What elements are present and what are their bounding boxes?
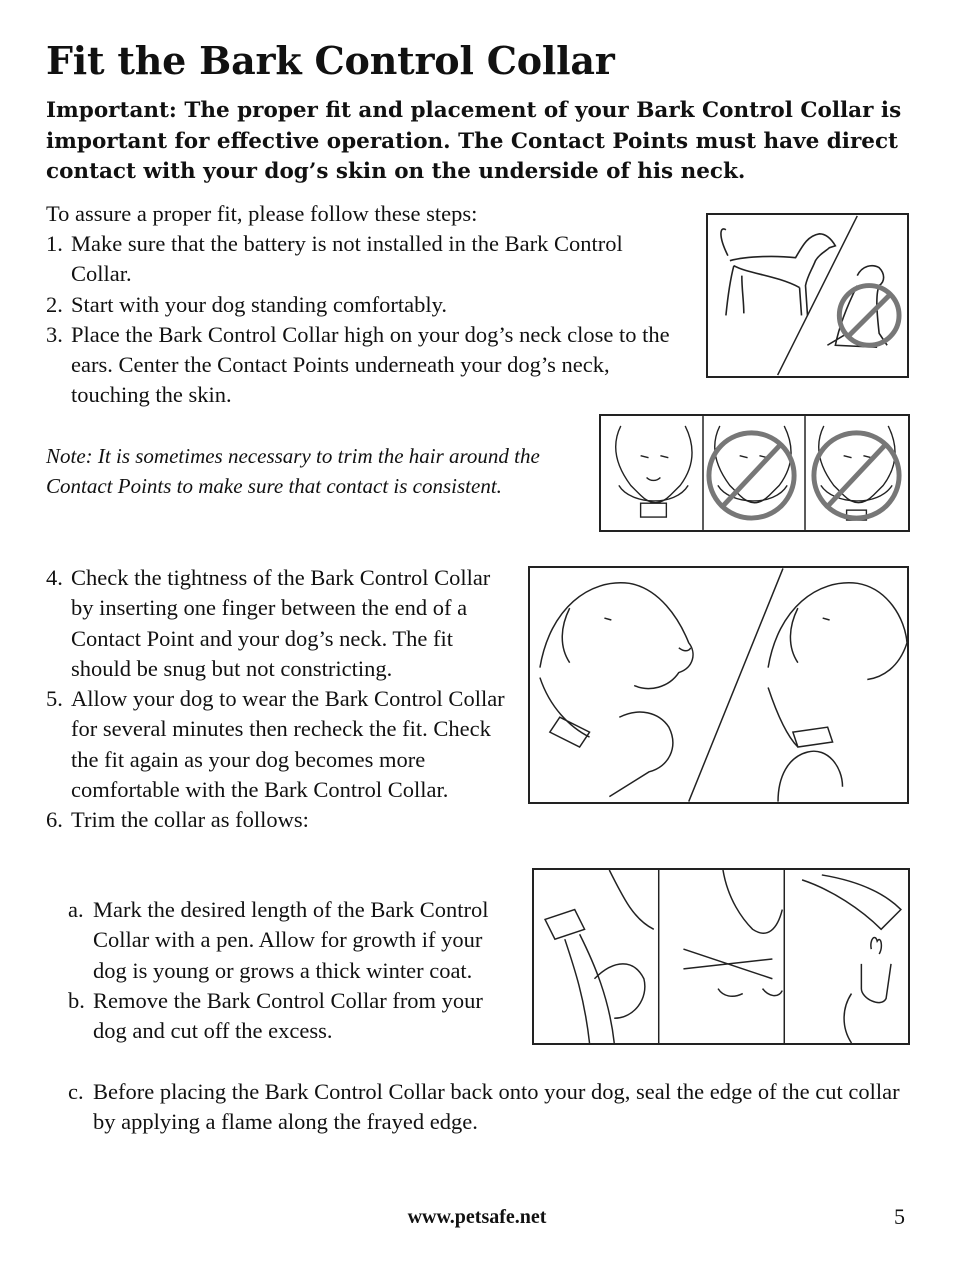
step-item: 1. Make sure that the battery is not installed in the Bark Control Collar. [46,229,686,290]
step-text: Start with your dog standing comfortably. [71,291,447,317]
step-text: Make sure that the battery is not installed in the Bark Control Collar. [71,231,623,287]
step-item: 3. Place the Bark Control Collar high on your dog’s neck close to the ears. Center the Contact Points underneath your dog’s neck, touching the skin. [46,320,686,411]
note-text: Note: It is sometimes necessary to trim the hair around the Contact Points to make sure that contact is consistent. [46,444,540,499]
figure-standing-vs-sitting [706,213,909,378]
collar-positions-illustration [601,416,908,530]
step-text: Allow your dog to wear the Bark Control Collar for several minutes then recheck the fit. Check the fit again as your dog becomes more comfortable with the Bark Control Collar. [71,686,505,803]
fit-check-illustration [530,568,907,802]
step-text: Trim the collar as follows: [71,807,309,833]
steps-list-1 [46,229,686,411]
trimming-illustration [534,870,908,1043]
intro-text: To assure a proper fit, please follow these steps: [46,201,478,226]
figure-checking-fit [528,566,909,804]
substep-item: a. Mark the desired length of the Bark Control Collar with a pen. Allow for growth if your dog is young or grows a thick winter coat. [68,897,489,983]
step-item: 6. Trim the collar as follows: [46,807,309,833]
substep-text: Before placing the Bark Control Collar back onto your dog, seal the edge of the cut collar by applying a flame along the frayed edge. [93,1079,900,1135]
footer-website: www.petsafe.net [407,1206,547,1228]
step-item: 2. Start with your dog standing comfortably. [46,291,447,317]
page-title: Fit the Bark Control Collar [46,38,615,83]
figure-collar-positions [599,414,910,532]
step-item: 4. Check the tightness of the Bark Control Collar by inserting one finger between the end of a Contact Point and your dog’s neck. The fit should be snug but not constricting. [46,565,491,681]
step-text: Place the Bark Control Collar high on your dog’s neck close to the ears. Center the Contact Points underneath your dog’s neck, touching the skin. [71,321,670,408]
substep-text: Mark the desired length of the Bark Control Collar with a pen. Allow for growth if your dog is young or grows a thick winter coat. [93,897,489,983]
substep-item: c. Before placing the Bark Control Collar back onto your dog, seal the edge of the cut collar by applying a flame along the frayed edge. [68,1079,900,1135]
step-item: 5. Allow your dog to wear the Bark Control Collar for several minutes then recheck the fit. Check the fit again as your dog becomes more comfortable with the Bark Control Collar. [46,686,505,803]
figure-trimming-collar [532,868,910,1045]
step-text: Check the tightness of the Bark Control Collar by inserting one finger between the end of a Contact Point and your dog’s neck. The fit should be snug but not constricting. [71,565,491,681]
page-number: 5 [894,1204,905,1229]
substeps-list-wide [68,1077,908,1138]
dog-posture-illustration [708,215,907,376]
important-notice: Important: The proper fit and placement of your Bark Control Collar is important for effective operation. The Contact Points must have direct contact with your dog’s skin on the underside of his neck. [46,98,902,184]
substep-item: b. Remove the Bark Control Collar from your dog and cut off the excess. [68,987,483,1044]
substep-text: Remove the Bark Control Collar from your dog and cut off the excess. [93,987,483,1044]
substeps-list [68,895,514,1046]
steps-list-2 [46,563,516,836]
